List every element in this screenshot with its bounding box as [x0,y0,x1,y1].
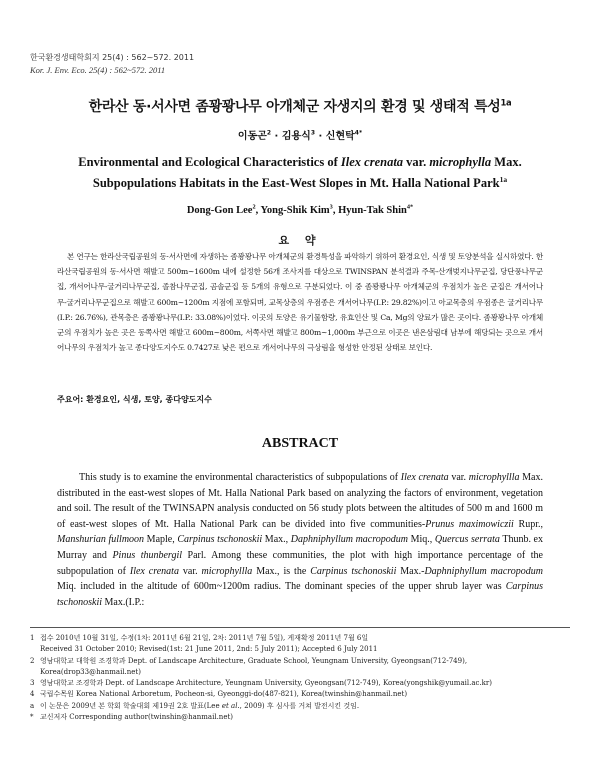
author-1-en-mark: 2 [252,203,256,211]
author-3-ko: 신현탁 [325,131,355,142]
footnote-3 [30,678,570,689]
footnote-1-en: Received 31 October 2010; Revised(1st: 21 June 2011, 2nd: 5 July 2011); Accepted 6 July 2011 [40,645,378,654]
footnote-mark: 2 [30,656,35,665]
abstract-text: Max.(I.P.: [102,596,145,608]
english-title-part: Environmental and Ecological Characteristics of [78,155,341,169]
abstract-text: Parl. Among these communities, the plot with high importance percentage of the subpopulation of [57,549,543,577]
english-abstract-body [57,470,543,610]
author-separator: · [271,131,282,142]
abstract-species: Manshurian fullmoon [57,534,145,546]
author-2-en-mark: 3 [329,203,333,211]
english-title-variety: microphylla [429,155,492,169]
abstract-text: Miq. included in the altitude of 600m~1200m radius. The dominant species of the upper shrub layer was [57,581,506,593]
english-abstract [57,470,543,610]
abstract-species: Pinus thunbergil [112,549,183,561]
author-1-en: Dong-Gon Lee [186,205,253,216]
abstract-text: Max., [262,534,291,546]
abstract-text: var. [178,565,202,577]
abstract-text: Max., is the [252,565,311,577]
journal-citation [30,52,194,76]
author-1-ko: 이동곤 [237,131,267,142]
abstract-species: Carpinus tschonoskii [310,565,397,577]
author-3-en-mark: 4* [406,203,414,211]
journal-citation-en: Kor. J. Env. Eco. 25(4) : 562~572. 2011 [30,65,166,75]
author-3-en: Hyun-Tak Shin [338,205,407,216]
author-2-ko-mark: 3 [310,129,316,137]
footnote-text: 국립수목원 Korea National Arboretum, Pocheon-si, Gyeonggi-do(487-821), Korea(twinshin@hanmail.net) [40,690,408,699]
footnote-text: 영남대학교 대학원 조경학과 Dept. of Landscape Architecture, Graduate School, Yeungnam University, Gyeongsan(712-749), [40,656,468,665]
english-title [40,152,560,194]
korean-title-footnote-mark: 1a [500,97,512,108]
korean-title-text: 한라산 동·서사면 좀꽝꽝나무 아개체군 자생지의 환경 및 생태적 특성 [88,99,501,115]
footnote-a [30,701,570,712]
footnote-mark: 1 [30,634,35,642]
footnote-1 [30,633,570,644]
footnote-text: 접수 2010년 10월 31일, 수정(1차: 2011년 6월 21일, 2차: 2011년 7월 5일), 게재확정 2011년 7월 6일 [40,634,369,642]
footnote-corresponding [30,712,570,723]
footnote-text: 영남대학교 조경학과 Dept. of Landscape Architecture, Yeungnam University, Gyeongsan(712-749), Korea(yongshik@yumail.ac.kr) [40,679,492,688]
author-3-ko-mark: 4* [354,129,363,137]
korean-abstract [57,249,543,355]
korean-abstract-body: 본 연구는 한라산국립공원의 동·서사면에 자생하는 좀꽝꽝나무 아개체군의 환경특성을 파악하기 위하여 환경요인, 식생 및 토양분석을 실시하였다. 한라산국립공원의 동·서사면 해발고 500m~1600m 내에 설정한 56개 조사지를 대상으로 TWINSPAN 분석결과 주목-산개벚지나무군집, 당단풍나무군집, 개서어나무-굴거리나무군집, 졸참나무군집, 곰솔군집 등 5개의 유형으로 구분되었다. 이 중 좀꽝꽝나무 아개체군의 우점치가 높은 군집은 개서어나무-굴거리나무군집으로 해발고 600m~1200m 지점에 포함되며, 교목상층의 우점종은 개서어나무(I.P.: 29.82%)이고 아교목층의 우점종은 굴거리나무(I.P.: 26.76%), 관목층은 좀꽝꽝나무(I.P.: 33.08%)이었다. 이곳의 토양은 유기물함량, 유효인산 및 Ca, Mg의 양료가 많은 곳이다. 좀꽝꽝나무 아개체군의 우점치가 높은 곳은 동쪽사면 해발고 600m~800m, 서쪽사면 해발고 800m~1,000m 부근으로 이곳은 낸온삼림대 남부에 해당되는 곳으로 개서어나무의 우점치가 높고 종다양도지수도 0.7427로 낮은 편으로 개서어나무의 극상림을 형성한 안정된 상태로 보인다. [57,252,543,353]
abstract-text: Rupr., [513,518,543,530]
korean-title [0,96,600,116]
footnote-mark: 3 [30,679,35,688]
english-title-part: Max. Subpopulations Habitats in the East-West Slopes in Mt. Halla National Park [92,155,522,190]
footnotes [30,627,570,723]
abstract-species: microphyllla [468,472,520,483]
english-title-footnote-mark: 1a [499,174,508,184]
footnote-text: , 2009) 후 심사를 거쳐 발전시킨 것임. [239,701,360,710]
footnote-4 [30,689,570,700]
journal-citation-ko: 한국환경생태학회지 25(4) : 562~572. 2011 [30,53,195,62]
footnote-text: 이 논문은 2009년 본 학회 학술대회 제19권 2호 발표(Lee [40,701,220,710]
keywords-text: 환경요인, 식생, 토양, 종다양도지수 [86,395,212,404]
footnote-text: 교신저자 Corresponding author(twinshin@hanmail.net) [40,713,234,722]
footnote-mark: 4 [30,690,35,699]
keywords-label: 주요어: [57,395,84,404]
footnote-mark: a [30,701,35,710]
abstract-species: Prunus maximowiczii [425,518,514,530]
footnote-mark: * [30,713,34,722]
abstract-text: Max. distributed in the east-west slopes of Mt. Halla National Park based on analyzing the factors of environment, vegetation and soil. The result of the TWINSAPN analysis conducted on 56 study plots between the altitudes of 500 m and 1600 m of east-west slopes of Mt. Halla National Park can be divided into five communities- [57,472,543,530]
abstract-text: This study is to examine the environmental characteristics of subpopulations of [79,472,401,483]
abstract-text: Thunb. ex Murray and [57,534,543,561]
english-title-species: Ilex crenata [340,155,404,169]
author-separator: · [315,131,326,142]
abstract-species: Ilex crenata [129,565,179,577]
korean-abstract-heading: 요 약 [278,234,322,247]
abstract-species: Ilex crenata [400,472,449,483]
abstract-species: microphyllla [201,565,253,577]
abstract-species: Carpinus tschonoskii [177,534,263,546]
author-1-ko-mark: 2 [266,129,272,137]
abstract-text: Maple, [144,534,178,546]
abstract-species: Daphniphyllum macropodum [290,534,408,546]
english-authors: Dong-Gon Lee$^2$, Yong-Shik Kim$^3$, Hyun-Tak Shin$^{4*}$ [186,203,414,216]
abstract-text: Miq., [407,534,435,546]
abstract-species: Carpinus tschonoskii [57,581,543,608]
abstract-species: Daphniphyllum macropodum [424,565,543,577]
abstract-species: Quercus serrata [434,534,500,546]
footnote-2-cont: Korea(drop33@hanmail.net) [40,667,141,676]
footnote-text: et al. [219,701,240,710]
english-title-part: var. [403,155,430,169]
abstract-heading: ABSTRACT [261,436,339,451]
abstract-text: var. [448,472,469,483]
abstract-text: Max.- [396,565,425,577]
footnote-2 [30,656,570,667]
author-2-ko: 김용식 [281,131,311,142]
keywords [57,394,212,405]
author-2-en: Yong-Shik Kim [260,205,330,216]
korean-authors [0,127,600,142]
